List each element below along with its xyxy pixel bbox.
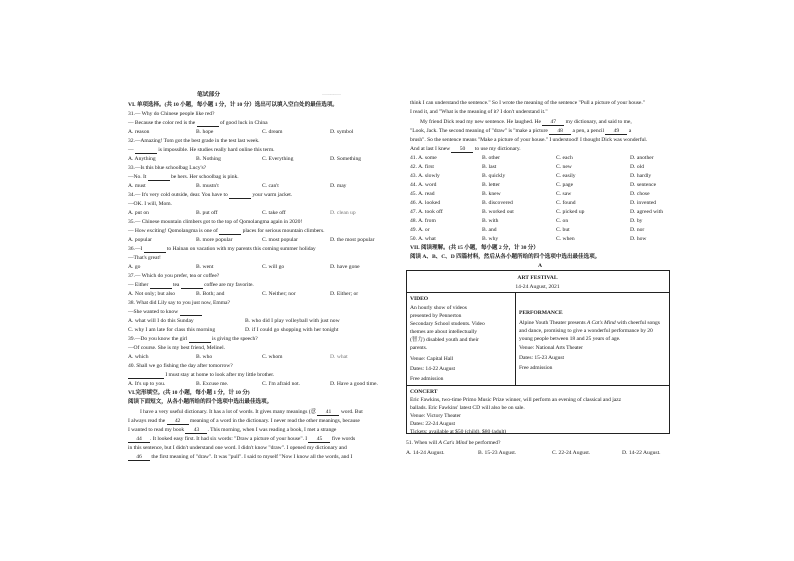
answer-blank xyxy=(144,246,166,253)
passage-line-3: I wanted to read my book 43 . This morning, when I was reading a book, I met a strange xyxy=(128,427,337,433)
numbered-blank: 43 xyxy=(185,427,207,434)
option: 45. A. read xyxy=(410,191,435,197)
q34-stem: 34.— It's very cold outside, dear. You have to your warm jacket. xyxy=(128,192,293,198)
numbered-blank: 45 xyxy=(308,436,330,443)
concert-tickets: Tickets: available at $50 (child), $80 (adult) xyxy=(410,429,507,435)
q40-option-a: A. It's up to you. xyxy=(128,381,166,387)
option: B. and xyxy=(482,227,497,233)
q38-stem2: —She wanted to know xyxy=(128,309,202,316)
q31-stem2: — Because the color red is the of good luck in China xyxy=(128,120,268,126)
option: C. when xyxy=(556,236,575,242)
q31-option-d: D. symbol xyxy=(330,129,354,135)
cloze-heading: VI.完形填空。(共 10 小题，每小题 1 分，计 10 分) xyxy=(128,390,250,396)
q36-option-b: B. went xyxy=(196,264,214,270)
q37-option-a: A. Not only; but also xyxy=(128,291,176,297)
option: D. hardly xyxy=(630,173,652,179)
festival-dates: 14-24 August, 2021 xyxy=(515,284,560,290)
festival-title: ART FESTIVAL xyxy=(517,275,558,281)
performance-desc-1: Alpine Youth Theater presents A Cat's Mind with cheerful songs xyxy=(519,320,660,326)
q33-option-a: A. must xyxy=(128,183,146,189)
option: D. chose xyxy=(630,191,650,197)
q38-option-b: B. who did I play volleyball with just now xyxy=(245,318,340,324)
q32-option-a: A. Anything xyxy=(128,156,156,162)
video-desc-4: themes are about intellectually xyxy=(410,329,477,335)
option: D. another xyxy=(630,155,654,161)
option: D. how xyxy=(630,236,647,242)
q39-stem: 39.—Do you know the girl is giving the speech? xyxy=(128,336,258,342)
numbered-blank: 47 xyxy=(542,119,564,126)
q33-stem2: —No. It be hers. Her schoolbag is pink. xyxy=(128,174,239,180)
numbered-blank: 48 xyxy=(549,128,571,135)
option: 50. A. what xyxy=(410,236,436,242)
numbered-blank: 44 xyxy=(128,436,150,443)
q36-option-d: D. have gone xyxy=(330,264,360,270)
q39-option-b: B. who xyxy=(196,354,213,360)
performance-desc-2: and dance, promising to give a wonderful performance by 20 xyxy=(519,328,653,334)
option: D. invented xyxy=(630,200,657,206)
option: B. with xyxy=(482,218,499,224)
q32-option-d: D. Something xyxy=(330,156,362,162)
concert-venue: Venue: Victory Theater xyxy=(410,413,461,419)
option: C. easily xyxy=(556,173,576,179)
answer-blank xyxy=(135,147,157,154)
answer-blank xyxy=(128,372,164,379)
option: D. by xyxy=(630,218,643,224)
option: B. other xyxy=(482,155,501,161)
performance-title: PERFORMANCE xyxy=(519,310,563,316)
q37-option-d: D. Either; or xyxy=(330,291,359,297)
answer-blank xyxy=(148,174,170,181)
q35-option-d: D. the most popular xyxy=(330,237,375,243)
q37-stem2: — Either tea coffee are my favorite. xyxy=(128,282,254,288)
q38-option-c: C. why I am late for class this morning xyxy=(128,327,216,333)
q40-option-d: D. Have a good time. xyxy=(330,381,378,387)
q31-stem: 31.— Why do Chinese people like red? xyxy=(128,111,215,117)
option: D. old xyxy=(630,164,644,170)
q34-option-d: D. clean up xyxy=(330,210,356,216)
q33-option-d: D. may xyxy=(330,183,347,189)
option: B. knew xyxy=(482,191,501,197)
q36-option-a: A. go xyxy=(128,264,141,270)
passage-line-10: "Look, Jack. The second meaning of "draw" is "make a picture 48 a pen, a pencil 49 a xyxy=(410,128,632,134)
passage-line-8: I read it, and "What is the meaning of it? I don't understand it." xyxy=(410,109,548,115)
option: B. last xyxy=(482,164,497,170)
concert-dates: Dates: 22-24 August xyxy=(410,421,456,427)
q37-stem: 37.— Which do you prefer, tea or coffee? xyxy=(128,273,220,279)
option: D. nor xyxy=(630,227,645,233)
passage-line-12: And at last I knew 50 to use my dictionary. xyxy=(410,146,521,152)
header-faint-text: .................... xyxy=(322,91,342,96)
q37-option-b: B. Both; and xyxy=(196,291,225,297)
table-divider xyxy=(515,292,516,385)
q40-stem2: I must stay at home to look after my little brother. xyxy=(128,372,274,379)
numbered-blank: 49 xyxy=(605,128,627,135)
option: C. page xyxy=(556,182,574,188)
video-desc-1: An hourly show of videos xyxy=(410,305,467,311)
option: C. picked up xyxy=(556,209,585,215)
numbered-blank: 46 xyxy=(128,454,150,461)
option: B. letter xyxy=(482,182,501,188)
video-dates: Dates: 14-22 August xyxy=(410,366,456,372)
option: D. agreed with xyxy=(630,209,664,215)
video-venue: Venue: Capital Hall xyxy=(410,356,454,362)
q39-option-c: C. whom xyxy=(262,354,283,360)
passage-line-11: brush". So the sentence means "Make a picture of your house." I understood! I thought Dick was wonderful. xyxy=(410,137,648,143)
passage-label: A xyxy=(538,263,542,269)
option: 42. A. first xyxy=(410,164,434,170)
answer-blank xyxy=(229,192,251,199)
q33-option-b: B. mustn't xyxy=(196,183,219,189)
q35-option-c: C. most popular xyxy=(262,237,298,243)
q51-option-a: A. 14-24 August. xyxy=(406,450,445,456)
option: C. but xyxy=(556,227,570,233)
q35-stem2: — How exciting! Qomolangma is one of places for serious mountain climbers. xyxy=(128,228,325,234)
q32-stem2: — is impossible. He studies really hard online this term. xyxy=(128,147,275,153)
q51-stem: 51. When will A Cat's Mind be performed? xyxy=(406,440,501,446)
video-desc-3: Secondary School students. Video xyxy=(410,321,485,327)
q33-option-c: C. can't xyxy=(262,183,279,189)
q35-stem: 35.— Chinese mountain climbers got to the top of Qomolangma again in 2020! xyxy=(128,219,303,225)
numbered-blank: 42 xyxy=(167,418,189,425)
q34-option-a: A. put on xyxy=(128,210,149,216)
q38-option-a: A. what will I do this Sunday xyxy=(128,318,194,324)
table-divider xyxy=(406,292,669,293)
passage-line-9: My friend Dick read my new sentence. He laughed. He 47 my dictionary, and said to me, xyxy=(420,119,632,125)
option: B. discovered xyxy=(482,200,513,206)
single-choice-heading: VI. 单项选择。(共 10 小题，每小题 1 分，计 10 分）选出可以填入空白处的最佳选项。 xyxy=(128,102,338,108)
option: C. saw xyxy=(556,191,572,197)
answer-blank xyxy=(150,282,172,289)
q36-stem3: —That's great! xyxy=(128,255,161,261)
option: C. new xyxy=(556,164,572,170)
option: B. quickly xyxy=(482,173,506,179)
option: 48. A. from xyxy=(410,218,436,224)
concert-desc-2: ballads. Eric Fawkins' latest CD will also be on sale. xyxy=(410,405,525,411)
table-divider xyxy=(406,385,669,386)
q37-option-c: C. Neither; nor xyxy=(262,291,296,297)
section-title: 笔试部分 xyxy=(197,92,220,98)
passage-line-7: think I can understand the sentence." So I wrote the meaning of the sentence "Pull a picture of your house." xyxy=(410,100,645,106)
option: 41. A. some xyxy=(410,155,437,161)
passage-line-6: 46 the first meaning of "draw". It was "pull". I said to myself "Now I know all the words, and I xyxy=(128,454,352,461)
q38-stem: 38. What did Lily say to you just now, Emma? xyxy=(128,300,230,306)
q38-option-d: D. if I could go shopping with her tonight xyxy=(245,327,339,333)
concert-title: CONCERT xyxy=(410,389,438,395)
video-desc-6: parents. xyxy=(410,345,428,351)
q39-stem3: —Of course. She is my best friend, Melinel. xyxy=(128,345,225,351)
q34-stem3: —OK. I will, Mom. xyxy=(128,201,172,207)
reading-heading: VII. 阅读理解。(共 15 小题，每小题 2 分，计 30 分） xyxy=(410,245,539,251)
numbered-blank: 41 xyxy=(317,409,339,416)
answer-blank xyxy=(219,228,241,235)
option: C. on xyxy=(556,218,569,224)
video-admission: Free admission xyxy=(410,376,444,382)
answer-blank xyxy=(197,120,219,127)
option: C. each xyxy=(556,155,573,161)
option: 43. A. slowly xyxy=(410,173,440,179)
q32-option-b: B. Nothing xyxy=(196,156,221,162)
q39-option-d: D. what xyxy=(330,354,348,360)
q33-stem: 33.—Is this blue schoolbag Lucy's? xyxy=(128,165,207,171)
performance-desc-3: young people between 18 and 25 years of age. xyxy=(519,336,621,342)
concert-desc-1: Eric Fawkins, two-time Primo Music Prize winner, will perform an evening of classical and jazz xyxy=(410,397,621,403)
q51-option-d: D. 14-22 August. xyxy=(622,450,661,456)
q40-option-c: C. I'm afraid not. xyxy=(262,381,301,387)
q35-option-a: A. popular xyxy=(128,237,152,243)
answer-blank xyxy=(180,309,202,316)
show-name: A Cat's Mind xyxy=(586,320,616,326)
video-desc-2: presented by Pennerton xyxy=(410,313,462,319)
q31-option-a: A. reason xyxy=(128,129,150,135)
q51-option-b: B. 15-23 August. xyxy=(478,450,517,456)
q34-option-c: C. take off xyxy=(262,210,286,216)
passage-line-4: 44 . It looked easy first. It had six words: "Draw a picture of your house". I 45 five words xyxy=(128,436,355,443)
passage-line-2: I always read the 42 meaning of a word in the dictionary. I never read the other meanings, because xyxy=(128,418,360,424)
option: 44. A. word xyxy=(410,182,437,188)
q35-option-b: B. more popular xyxy=(196,237,233,243)
answer-blank xyxy=(181,282,203,289)
performance-venue: Venue: National Arts Theater xyxy=(519,345,583,351)
q39-option-a: A. which xyxy=(128,354,149,360)
reading-instructions: 阅读 A、B、C、D 四篇材料，然后从各小题所给的四个选项中选出最佳选项。 xyxy=(410,254,601,260)
numbered-blank: 50 xyxy=(451,146,473,153)
q40-option-b: B. Excuse me. xyxy=(196,381,229,387)
option: C. found xyxy=(556,200,576,206)
cloze-instructions: 阅读下面短文，从各小题所给的四个选项中选出最佳选项。 xyxy=(128,399,273,405)
option: 46. A. looked xyxy=(410,200,441,206)
option: 49. A. or xyxy=(410,227,430,233)
q31-option-b: B. hope xyxy=(196,129,214,135)
q36-option-c: C. will go xyxy=(262,264,285,270)
q31-option-c: C. dream xyxy=(262,129,283,135)
passage-line-1: I have a very useful dictionary. It has a lot of words. It gives many meanings (意 41 word. But xyxy=(140,409,363,415)
q40-stem: 40. Shall we go fishing the day after tomorrow? xyxy=(128,363,233,369)
answer-blank xyxy=(189,336,211,343)
performance-admission: Free admission xyxy=(519,365,553,371)
q51-option-c: C. 22-24 August. xyxy=(552,450,591,456)
video-desc-5: (智力) disabled youth and their xyxy=(410,337,479,343)
q32-option-c: C. Everything xyxy=(262,156,294,162)
passage-line-5: in this sentence, but I didn't understand one word. I didn't know "draw". I opened my dictionary and xyxy=(128,445,347,451)
option: B. why xyxy=(482,236,499,242)
option: B. worked out xyxy=(482,209,514,215)
q36-stem: 36.—I to Hainan on vacation with my parents this coming summer holiday xyxy=(128,246,316,252)
performance-dates: Dates: 15-23 August xyxy=(519,355,565,361)
q32-stem: 32.—Amazing! Tom got the best grade in the test last week. xyxy=(128,138,260,144)
video-title: VIDEO xyxy=(410,296,429,302)
q34-option-b: B. put off xyxy=(196,210,218,216)
option: 47. A. took off xyxy=(410,209,443,215)
option: D. sentence xyxy=(630,182,657,188)
